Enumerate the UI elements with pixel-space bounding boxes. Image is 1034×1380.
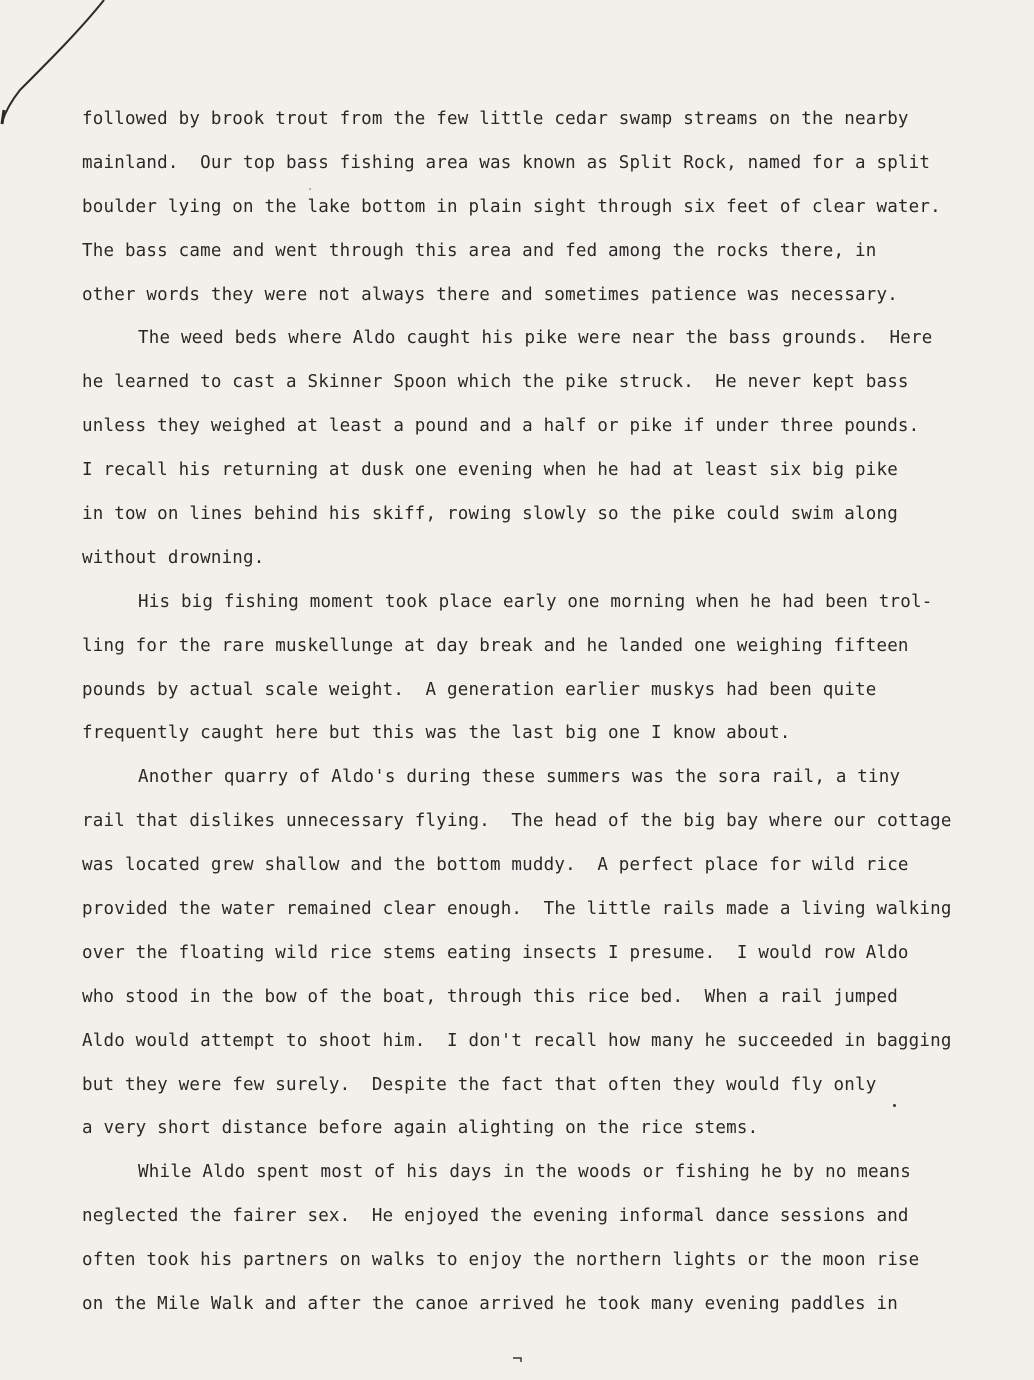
ink-speck — [893, 1104, 896, 1107]
text-line: boulder lying on the lake bottom in plain sight through six feet of clear water. — [82, 196, 941, 217]
text-line: on the Mile Walk and after the canoe arrived he took many evening paddles in — [82, 1294, 898, 1315]
text-line: in tow on lines behind his skiff, rowing slowly so the pike could swim along — [82, 504, 898, 525]
text-line: I recall his returning at dusk one evening when he had at least six big pike — [82, 460, 898, 481]
text-line: His big fishing moment took place early one morning when he had been trol- — [138, 591, 933, 612]
text-line: rail that dislikes unnecessary flying. The head of the big bay where our cottage — [82, 811, 952, 832]
text-line: was located grew shallow and the bottom muddy. A perfect place for wild rice — [82, 855, 909, 876]
document-body — [82, 100, 992, 1329]
text-line: The bass came and went through this area and fed among the rocks there, in — [82, 240, 877, 261]
text-line: other words they were not always there and sometimes patience was necessary. — [82, 284, 898, 305]
text-line: ling for the rare muskellunge at day break and he landed one weighing fifteen — [82, 635, 909, 656]
text-line: provided the water remained clear enough. The little rails made a living walking — [82, 899, 952, 920]
text-line: who stood in the bow of the boat, through this rice bed. When a rail jumped — [82, 986, 898, 1007]
text-line: without drowning. — [82, 547, 265, 568]
text-line: a very short distance before again alighting on the rice stems. — [82, 1118, 759, 1139]
text-line: frequently caught here but this was the last big one I know about. — [82, 723, 791, 744]
text-line: mainland. Our top bass fishing area was known as Split Rock, named for a split — [82, 152, 931, 173]
text-line: unless they weighed at least a pound and a half or pike if under three pounds. — [82, 416, 920, 437]
text-line: Aldo would attempt to shoot him. I don't recall how many he succeeded in bagging — [82, 1030, 952, 1051]
text-line: neglected the fairer sex. He enjoyed the evening informal dance sessions and — [82, 1206, 909, 1227]
text-line: he learned to cast a Skinner Spoon which the pike struck. He never kept bass — [82, 372, 909, 393]
text-line: but they were few surely. Despite the fact that often they would fly only — [82, 1074, 877, 1095]
text-line: The weed beds where Aldo caught his pike were near the bass grounds. Here — [138, 328, 933, 349]
text-line: Another quarry of Aldo's during these summers was the sora rail, a tiny — [138, 767, 901, 788]
bottom-pencil-mark — [512, 1356, 524, 1364]
text-line: over the floating wild rice stems eating insects I presume. I would row Aldo — [82, 942, 909, 963]
text-line: While Aldo spent most of his days in the woods or fishing he by no means — [138, 1162, 911, 1183]
text-line: often took his partners on walks to enjoy the northern lights or the moon rise — [82, 1250, 920, 1271]
text-line: followed by brook trout from the few little cedar swamp streams on the nearby — [82, 109, 909, 129]
ink-speck — [309, 188, 311, 190]
text-line: pounds by actual scale weight. A generation earlier muskys had been quite — [82, 679, 877, 700]
